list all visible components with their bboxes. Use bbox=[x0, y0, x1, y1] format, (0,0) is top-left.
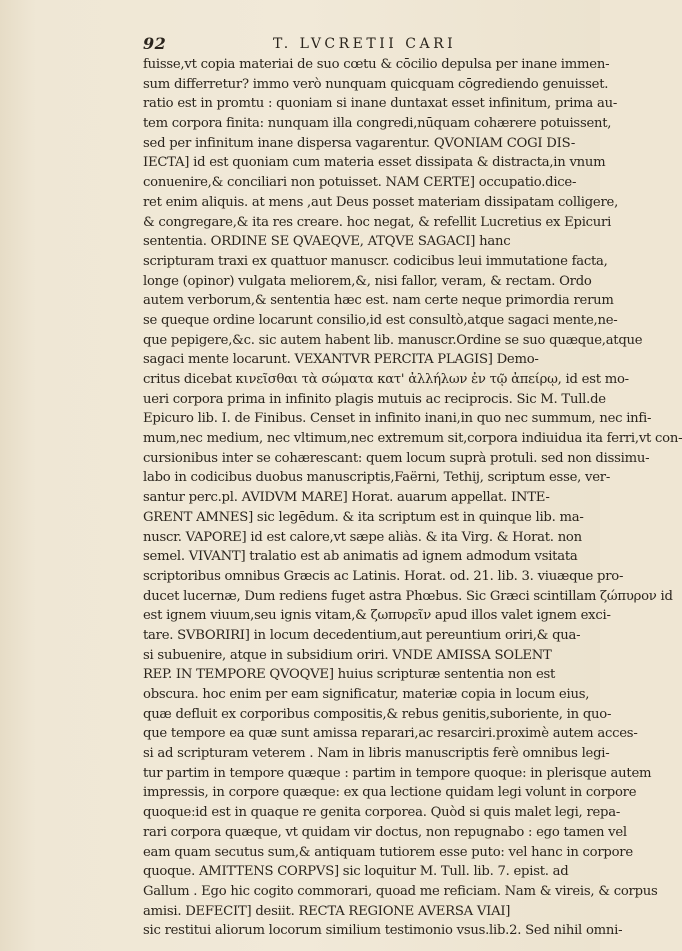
text-line: santur perc.pl. AVIDVM MARE] Horat. auarum appellat. INTE- bbox=[143, 490, 550, 506]
text-line: longe (opinor) vulgata meliorem,&, nisi fallor, veram, & rectam. Ordo bbox=[143, 273, 592, 289]
text-line: scripturam traxi ex quattuor manuscr. codicibus leui immutatione facta, bbox=[143, 253, 608, 269]
text-line: sed per infinitum inane dispersa vagarentur. QVONIAM COGI DIS- bbox=[143, 135, 576, 151]
text-line: Gallum . Ego hic cogito commorari, quoad me reficiam. Nam & vireis, & corpus bbox=[143, 883, 658, 899]
text-line: ueri corpora prima in infinito plagis mutuis ac reciprocis. Sic M. Tull.de bbox=[143, 391, 606, 407]
text-line: eam quam secutus sum,& antiquam tutiorem esse puto: vel hanc in corpore bbox=[143, 844, 633, 860]
text-line: sagaci mente locarunt. VEXANTVR PERCITA PLAGIS] Demo- bbox=[143, 352, 539, 368]
text-line: tem corpora finita: nunquam illa congredi,nūquam cohærere potuissent, bbox=[143, 116, 612, 132]
text-line: est ignem viuum,seu ignis vitam,& ζωπυρεῖν apud illos valet ignem exci- bbox=[143, 608, 611, 624]
text-line: IECTA] id est quoniam cum materia esset dissipata & distracta,in vnum bbox=[143, 155, 606, 171]
running-head bbox=[143, 34, 573, 56]
text-line: & congregare,& ita res creare. hoc negat, & refellit Lucretius ex Epicuri bbox=[143, 214, 612, 230]
text-line: scriptoribus omnibus Græcis ac Latinis. Horat. od. 21. lib. 3. viuæque pro- bbox=[143, 568, 624, 584]
text-line: que pepigere,&c. sic autem habent lib. manuscr.Ordine se suo quæque,atque bbox=[143, 332, 643, 348]
text-line: quoque. AMITTENS CORPVS] sic loquitur M. Tull. lib. 7. epist. ad bbox=[143, 864, 569, 880]
text-line: nuscr. VAPORE] id est calore,vt sæpe aliàs. & ita Virg. & Horat. non bbox=[143, 529, 582, 545]
text-line: si ad scripturam veterem . Nam in libris manuscriptis ferè omnibus legi- bbox=[143, 746, 610, 762]
running-head-title: T. LVCRETII CARI bbox=[273, 36, 457, 52]
text-line: rari corpora quæque, vt quidam vir doctus, non repugnabo : ego tamen vel bbox=[143, 824, 627, 840]
commentary-text bbox=[143, 55, 682, 945]
text-line: que tempore ea quæ sunt amissa reparari,ac resarciri.proximè autem acces- bbox=[143, 726, 638, 742]
text-line: se queque ordine locarunt consilio,id est consultò,atque sagaci mente,ne- bbox=[143, 312, 618, 328]
text-line: critus dicebat κινεῖσθαι τὰ σώματα κατ' ἀλλήλων ἐν τῷ ἀπείρῳ, id est mo- bbox=[143, 372, 629, 387]
text-line: sum differretur? immo verò nunquam quicquam cōgrediendo genuisset. bbox=[143, 76, 609, 92]
text-line: sic restitui aliorum locorum similium testimonio vsus.lib.2. Sed nihil omni- bbox=[143, 923, 623, 939]
text-line: ratio est in promtu : quoniam si inane duntaxat esset infinitum, prima au- bbox=[143, 96, 618, 112]
text-line: si subuenire, atque in subsidium oriri. VNDE AMISSA SOLENT bbox=[143, 647, 552, 663]
text-line: autem verborum,& sententia hæc est. nam certe neque primordia rerum bbox=[143, 293, 614, 309]
text-line: Epicuro lib. I. de Finibus. Censet in infinito inani,in quo nec summum, nec infi- bbox=[143, 411, 652, 427]
text-line: cursionibus inter se cohærescant: quem locum suprà protuli. sed non dissimu- bbox=[143, 450, 650, 466]
text-line: semel. VIVANT] tralatio est ab animatis ad ignem admodum vsitata bbox=[143, 549, 578, 565]
text-line: conuenire,& conciliari non potuisset. NAM CERTE] occupatio.dice- bbox=[143, 175, 577, 191]
text-line: obscura. hoc enim per eam significatur, materiæ copia in locum eius, bbox=[143, 687, 590, 702]
text-line: tare. SVBORIRI] in locum decedentium,aut pereuntium oriri,& qua- bbox=[143, 627, 581, 643]
text-line: impressis, in corpore quæque: ex qua lectione quidam legi volunt in corpore bbox=[143, 785, 637, 801]
text-line: sententia. ORDINE SE QVAEQVE, ATQVE SAGACI] hanc bbox=[143, 234, 511, 250]
text-line: mum,nec medium, nec vltimum,nec extremum sit,corpora indiuidua ita ferri,vt con- bbox=[143, 431, 682, 447]
text-line: ret enim aliquis. at mens ,aut Deus posset materiam dissipatam colligere, bbox=[143, 194, 619, 210]
text-line: amisi. DEFECIT] desiit. RECTA REGIONE AVERSA VIAI] bbox=[143, 903, 511, 919]
text-line: ducet lucernæ, Dum rediens fuget astra Phœbus. Sic Græci scintillam ζώπυρον id bbox=[143, 588, 673, 604]
text-line: GRENT AMNES] sic legēdum. & ita scriptum est in quinque lib. ma- bbox=[143, 509, 584, 525]
text-line: tur partim in tempore quæque : partim in tempore quoque: in plerisque autem bbox=[143, 765, 652, 781]
page-number: 92 bbox=[143, 34, 167, 53]
text-line: quoque:id est in quaque re genita corporea. Quòd si quis malet legi, repa- bbox=[143, 805, 621, 821]
text-line: quæ defluit ex corporibus compositis,& rebus genitis,suboriente, in quo- bbox=[143, 706, 612, 722]
text-line: labo in codicibus duobus manuscriptis,Faërni, Tethij, scriptum esse, ver- bbox=[143, 470, 611, 486]
text-line: fuisse,vt copia materiai de suo cœtu & cōcilio depulsa per inane immen- bbox=[143, 57, 610, 72]
text-line: REP. IN TEMPORE QVOQVE] huius scripturæ sententia non est bbox=[143, 667, 556, 683]
